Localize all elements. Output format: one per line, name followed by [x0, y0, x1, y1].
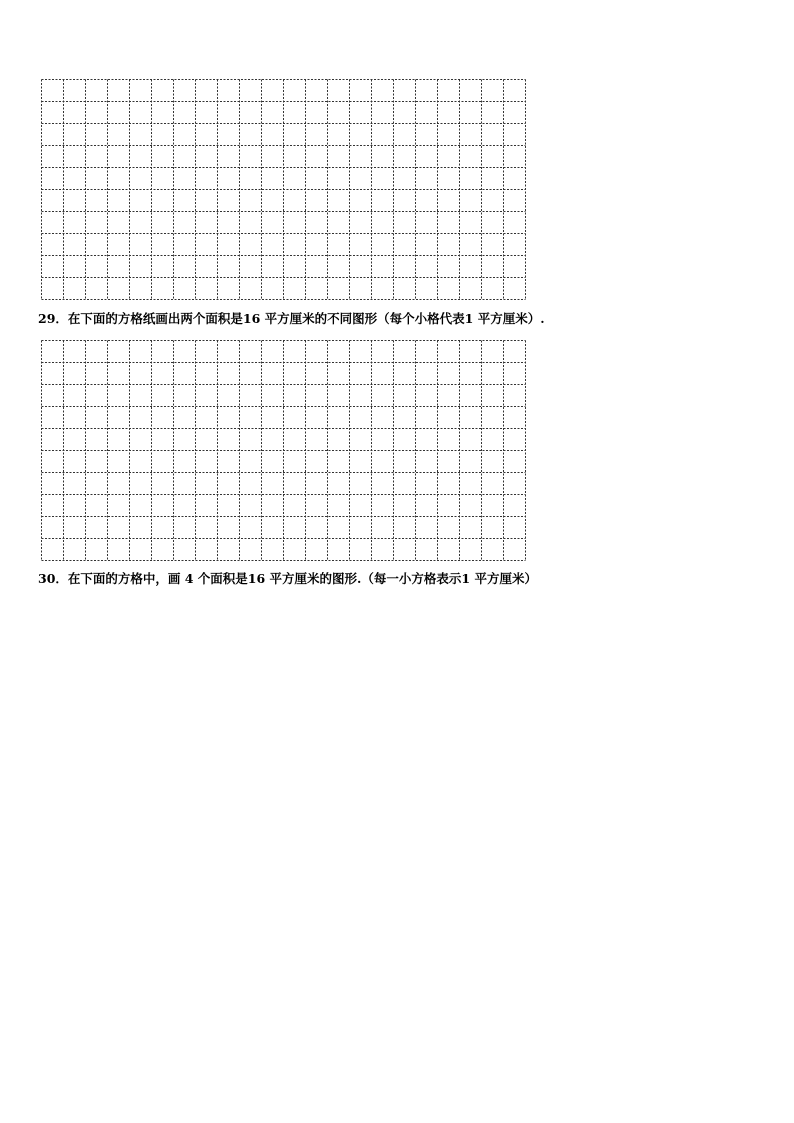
grid-paper-1 [41, 79, 526, 300]
grid-paper-2 [41, 340, 526, 561]
question-29-text: 29．在下面的方格纸画出两个面积是16 平方厘米的不同图形（每个小格代表1 平方厘米）. [38, 311, 545, 326]
grid-lines [41, 340, 526, 561]
question-30-text: 30．在下面的方格中，画 4 个面积是16 平方厘米的图形.（每一小方格表示1 平方厘米） [38, 571, 537, 586]
grid-lines [41, 79, 526, 300]
